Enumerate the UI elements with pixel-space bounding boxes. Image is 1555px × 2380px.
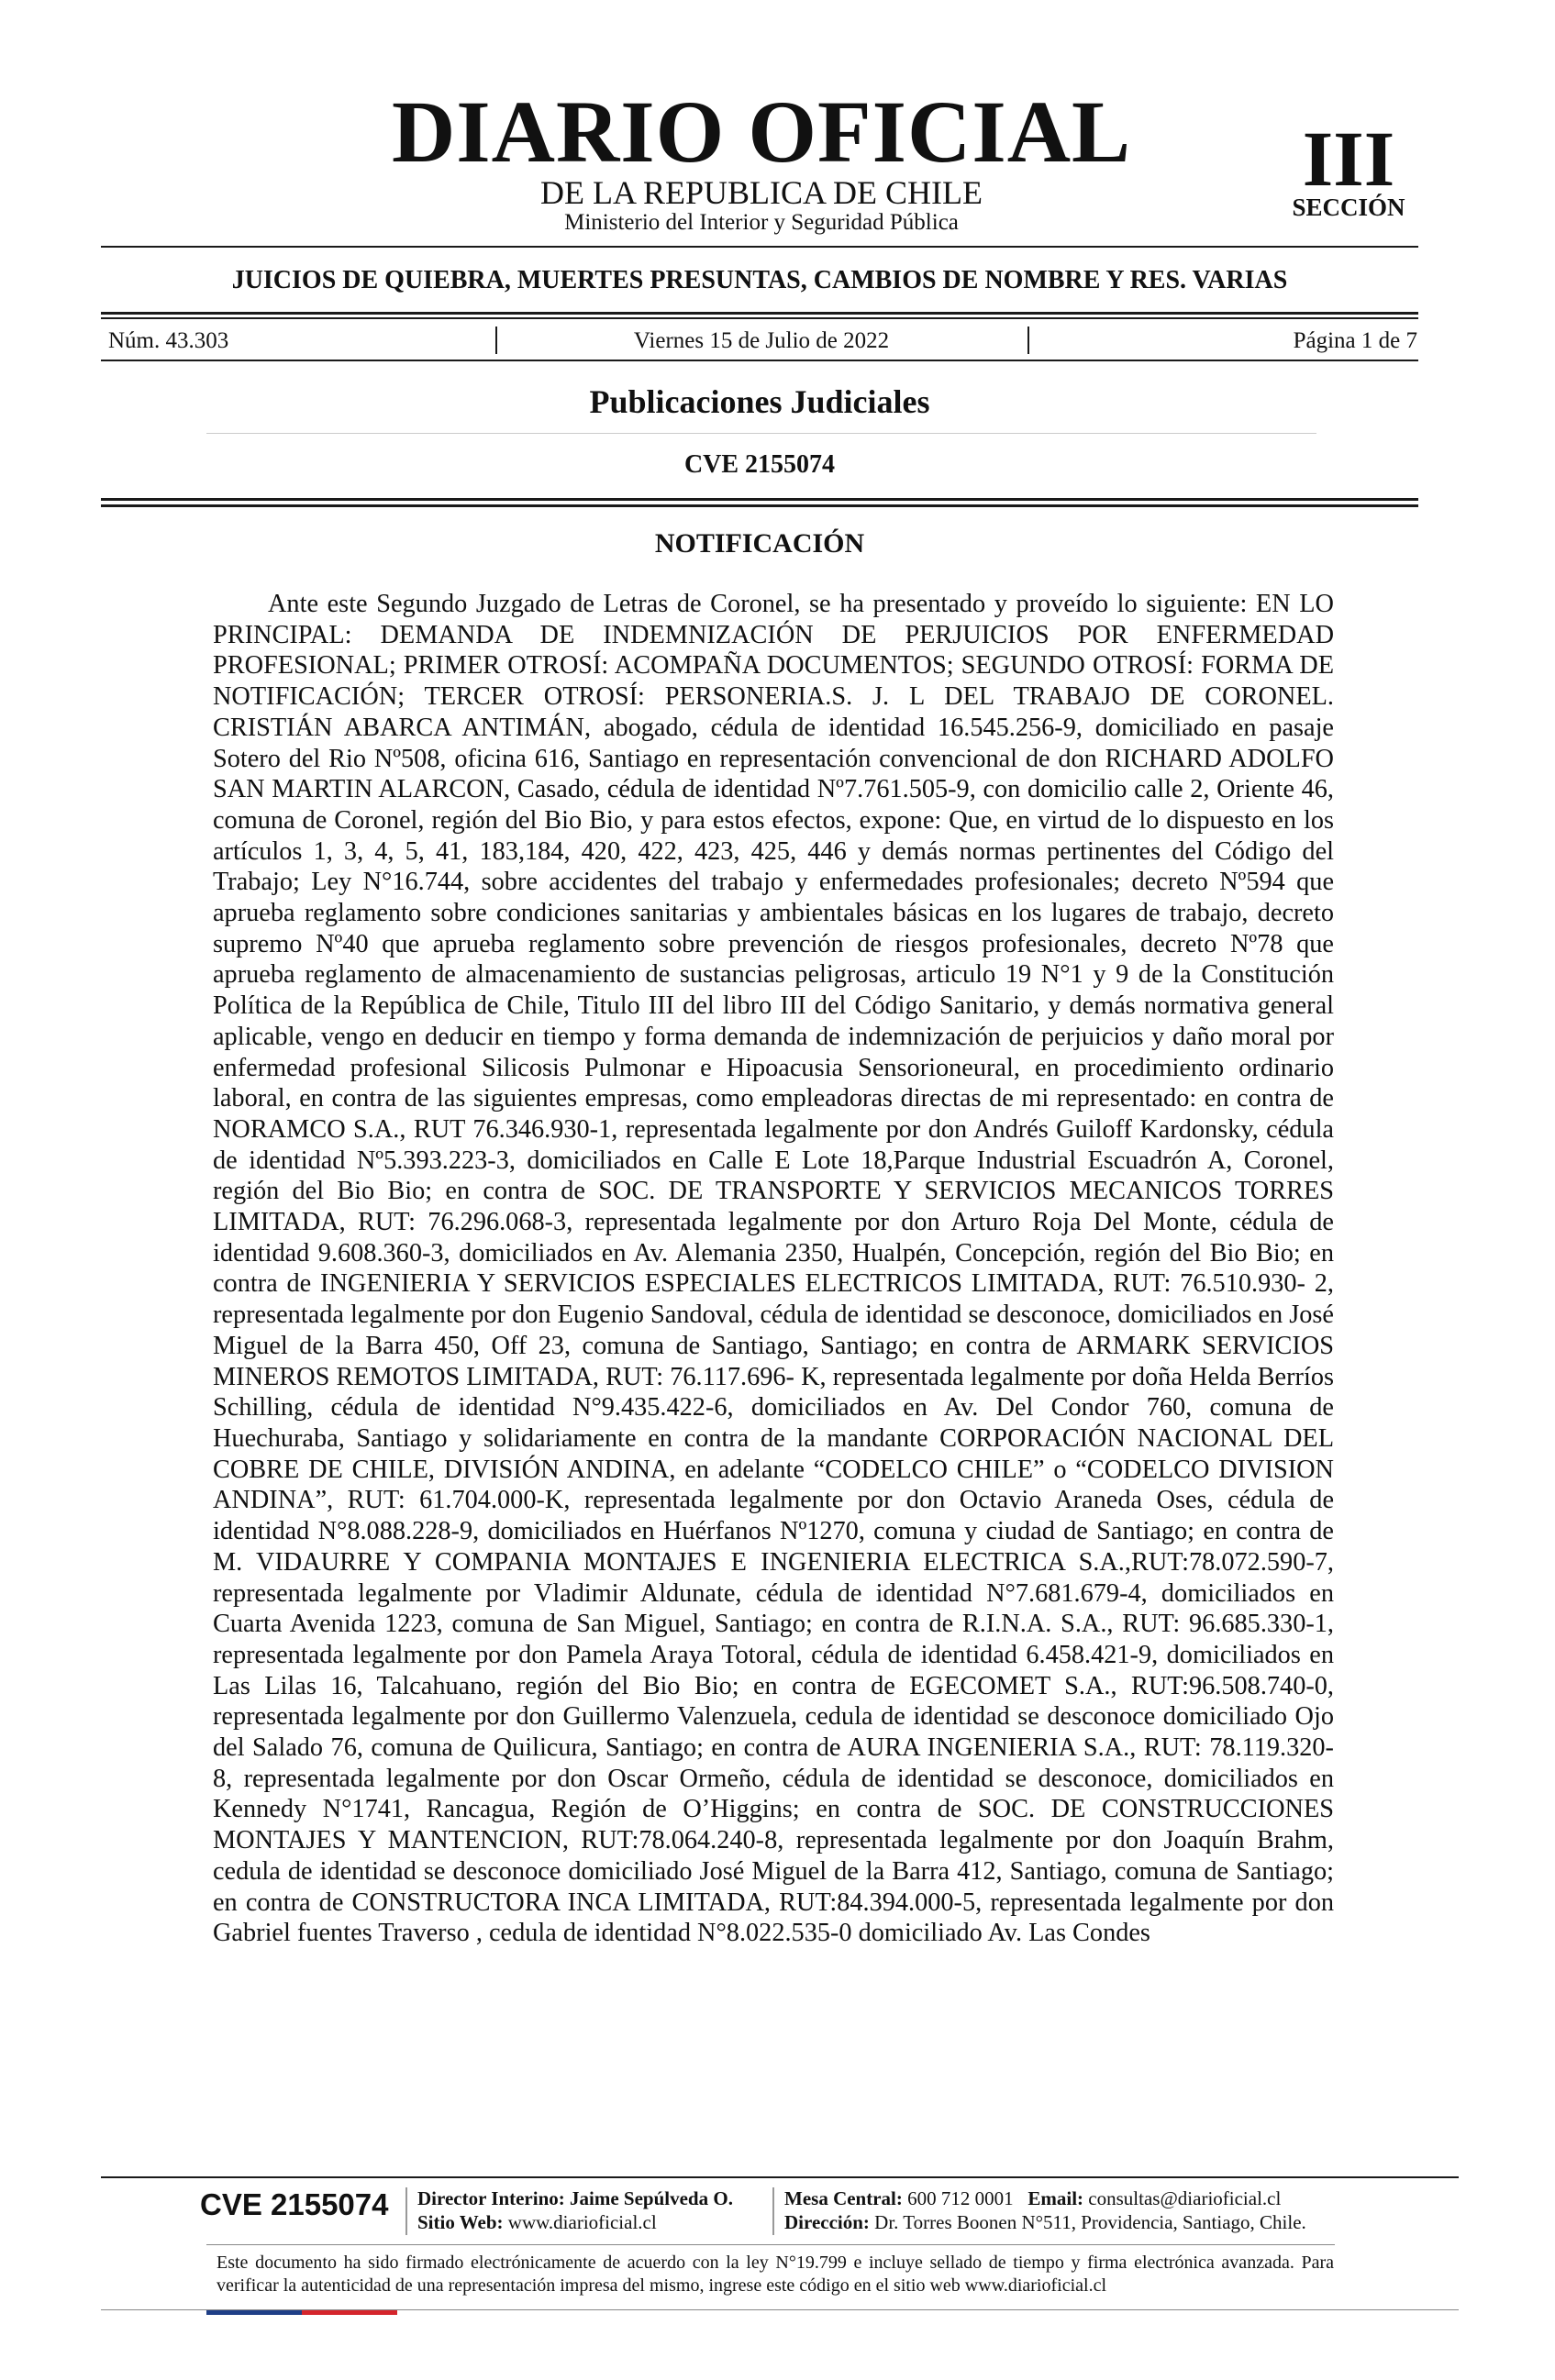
issue-separator [1027, 327, 1029, 354]
director-label: Director Interino: [417, 2187, 565, 2209]
issue-separator [495, 327, 497, 354]
section-heading: JUICIOS DE QUIEBRA, MUERTES PRESUNTAS, CAMBIOS DE NOMBRE Y RES. VARIAS [231, 266, 1288, 294]
phone-number: 600 712 0001 [907, 2187, 1014, 2209]
director-name: Jaime Sepúlveda O. [570, 2187, 733, 2209]
website-link[interactable]: www.diarioficial.cl [507, 2211, 657, 2233]
website-label: Sitio Web: [417, 2211, 504, 2233]
email-link[interactable]: consultas@diarioficial.cl [1088, 2187, 1282, 2209]
footer-disclaimer: Este documento ha sido firmado electrónicamente de acuerdo con la ley N°19.799 e incluye sellado de tiempo y firma electrónica avanzada. Para verificar la autenticidad de una representación impresa del mismo, ingrese este código en el sitio web www.diarioficial.cl [217, 2253, 1334, 2296]
issue-number: Núm. 43.303 [108, 328, 229, 353]
header-divider [101, 312, 1418, 315]
content-divider [101, 504, 1418, 507]
newspaper-title: DIARIO OFICIAL [391, 83, 1132, 181]
flag-stripe-blue [206, 2310, 302, 2315]
footer-separator [405, 2187, 407, 2235]
phone-label: Mesa Central: [784, 2187, 903, 2209]
section-number: III [1302, 115, 1395, 203]
footer-divider [101, 2176, 1459, 2178]
header-divider [101, 317, 1418, 319]
flag-stripe-red [302, 2310, 397, 2315]
content-divider [101, 498, 1418, 501]
notice-title: NOTIFICACIÓN [654, 528, 865, 559]
newspaper-subtitle: DE LA REPUBLICA DE CHILE [540, 174, 983, 211]
email-label: Email: [1027, 2187, 1084, 2209]
cve-code: CVE 2155074 [683, 450, 836, 479]
address-label: Dirección: [784, 2211, 870, 2233]
footer-cve-code: CVE 2155074 [200, 2187, 389, 2221]
footer-divider [206, 2244, 1335, 2245]
footer-separator [772, 2187, 774, 2235]
section-label: SECCIÓN [1292, 194, 1405, 221]
header-divider [101, 246, 1418, 248]
footer-contact-left [417, 2186, 733, 2234]
notice-body: Ante este Segundo Juzgado de Letras de Coronel, se ha presentado y proveído lo siguiente: EN LO PRINCIPAL: DEMANDA DE INDEMNIZACIÓN DE PERJUICIOS POR ENFERMEDAD PROFESIONAL; PRIMER OTROSÍ: ACOMPAÑA DOCUMENTOS; SEGUNDO OTROSÍ: FORMA DE NOTIFICACIÓN; TERCER OTROSÍ: PERSONERIA.S. J. L DEL TRABAJO DE CORONEL. CRISTIÁN ABARCA ANTIMÁN, abogado, cédula de identidad 16.545.256-9, domiciliado en pasaje Sotero del Rio Nº508, oficina 616, Santiago en representación convencional de don RICHARD ADOLFO SAN MARTIN ALARCON, Casado, cédula de identidad Nº7.761.505-9, con domicilio calle 2, Oriente 46, comuna de Coronel, región del Bio Bio, y para estos efectos, expone: Que, en virtud de lo dispuesto en los artículos 1, 3, 4, 5, 41, 183,184, 420, 422, 423, 425, 446 y demás normas pertinentes del Código del Trabajo; Ley N°16.744, sobre accidentes del trabajo y enfermedades profesionales; decreto Nº594 que aprueba reglamento sobre condiciones sanitarias y ambientales básicas en los lugares de trabajo, decreto supremo Nº40 que aprueba reglamento sobre prevención de riesgos profesionales, decreto Nº78 que aprueba reglamento de almacenamiento de sustancias peligrosas, articulo 19 N°1 y 9 de la Constitución Política de la República de Chile, Titulo III del libro III del Código Sanitario, y demás normativa general aplicable, vengo en deducir en tiempo y forma demanda de indemnización de perjuicios y daño moral por enfermedad profesional Silicosis Pulmonar e Hipoacusia Sensorioneural, en procedimiento ordinario laboral, en contra de las siguientes empresas, como empleadoras directas de mi representado: en contra de NORAMCO S.A., RUT 76.346.930-1, representada legalmente por don Andrés Guiloff Kardonsky, cédula de identidad Nº5.393.223-3, domiciliados en Calle E Lote 18,Parque Industrial Escuadrón A, Coronel, región del Bio Bio; en contra de SOC. DE TRANSPORTE Y SERVICIOS MECANICOS TORRES LIMITADA, RUT: 76.296.068-3, representada legalmente por don Arturo Roja Del Monte, cédula de identidad 9.608.360-3, domiciliados en Av. Alemania 2350, Hualpén, Concepción, región del Bio Bio; en contra de INGENIERIA Y SERVICIOS ESPECIALES ELECTRICOS LIMITADA, RUT: 76.510.930- 2, representada legalmente por don Eugenio Sandoval, cédula de identidad se desconoce, domiciliados en José Miguel de la Barra 450, Off 23, comuna de Santiago, Santiago; en contra de ARMARK SERVICIOS MINEROS REMOTOS LIMITADA, RUT: 76.117.696- K, representada legalmente por doña Helda Berríos Schilling, cédula de identidad N°9.435.422-6, domiciliados en Av. Del Condor 760, comuna de Huechuraba, Santiago y solidariamente en contra de la mandante CORPORACIÓN NACIONAL DEL COBRE DE CHILE, DIVISIÓN ANDINA, en adelante “CODELCO CHILE” o “CODELCO DIVISION ANDINA”, RUT: 61.704.000-K, representada legalmente por don Octavio Araneda Oses, cédula de identidad N°8.088.228-9, domiciliados en Huérfanos Nº1270, comuna y ciudad de Santiago; en contra de M. VIDAURRE Y COMPANIA MONTAJES E INGENIERIA ELECTRICA S.A.,RUT:78.072.590-7, representada legalmente por Vladimir Aldunate, cédula de identidad N°7.681.679-4, domiciliados en Cuarta Avenida 1223, comuna de San Miguel, Santiago; en contra de R.I.N.A. S.A., RUT: 96.685.330-1, representada legalmente por don Pamela Araya Totoral, cédula de identidad 6.458.421-9, domiciliados en Las Lilas 16, Talcahuano, región del Bio Bio; en contra de EGECOMET S.A., RUT:96.508.740-0, representada legalmente por don Guillermo Valenzuela, cedula de identidad se desconoce domiciliado Ojo del Salado 76, comuna de Quilicura, Santiago; en contra de AURA INGENIERIA S.A., RUT: 78.119.320-8, representada legalmente por don Oscar Ormeño, cédula de identidad se desconoce, domiciliados en Kennedy N°1741, Rancagua, Región de O’Higgins; en contra de SOC. DE CONSTRUCCIONES MONTAJES Y MANTENCION, RUT:78.064.240-8, representada legalmente por don Joaquín Brahm, cedula de identidad se desconoce domiciliado José Miguel de la Barra 412, Santiago, comuna de Santiago; en contra de CONSTRUCTORA INCA LIMITADA, RUT:84.394.000-5, representada legalmente por don Gabriel fuentes Traverso , cedula de identidad N°8.022.535-0 domiciliado Av. Las Condes [213, 590, 1334, 1948]
issue-date: Viernes 15 de Julio de 2022 [633, 328, 890, 353]
address-value: Dr. Torres Boonen N°511, Providencia, Santiago, Chile. [874, 2211, 1306, 2233]
category-divider [206, 433, 1316, 434]
footer-contact-right [784, 2186, 1306, 2234]
publication-category: Publicaciones Judiciales [589, 383, 930, 420]
ministry-label: Ministerio del Interior y Seguridad Pública [564, 210, 959, 235]
issue-divider [101, 360, 1418, 361]
page-number: Página 1 de 7 [1293, 328, 1417, 353]
